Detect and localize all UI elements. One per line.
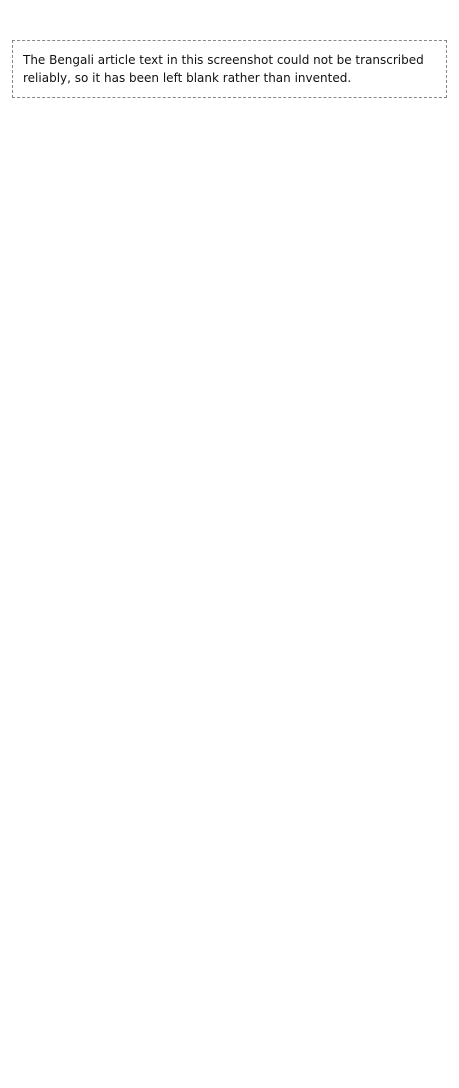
- transcription-notice: The Bengali article text in this screenshot could not be transcribed reliably, so it has been left blank rather than invented.: [12, 40, 447, 98]
